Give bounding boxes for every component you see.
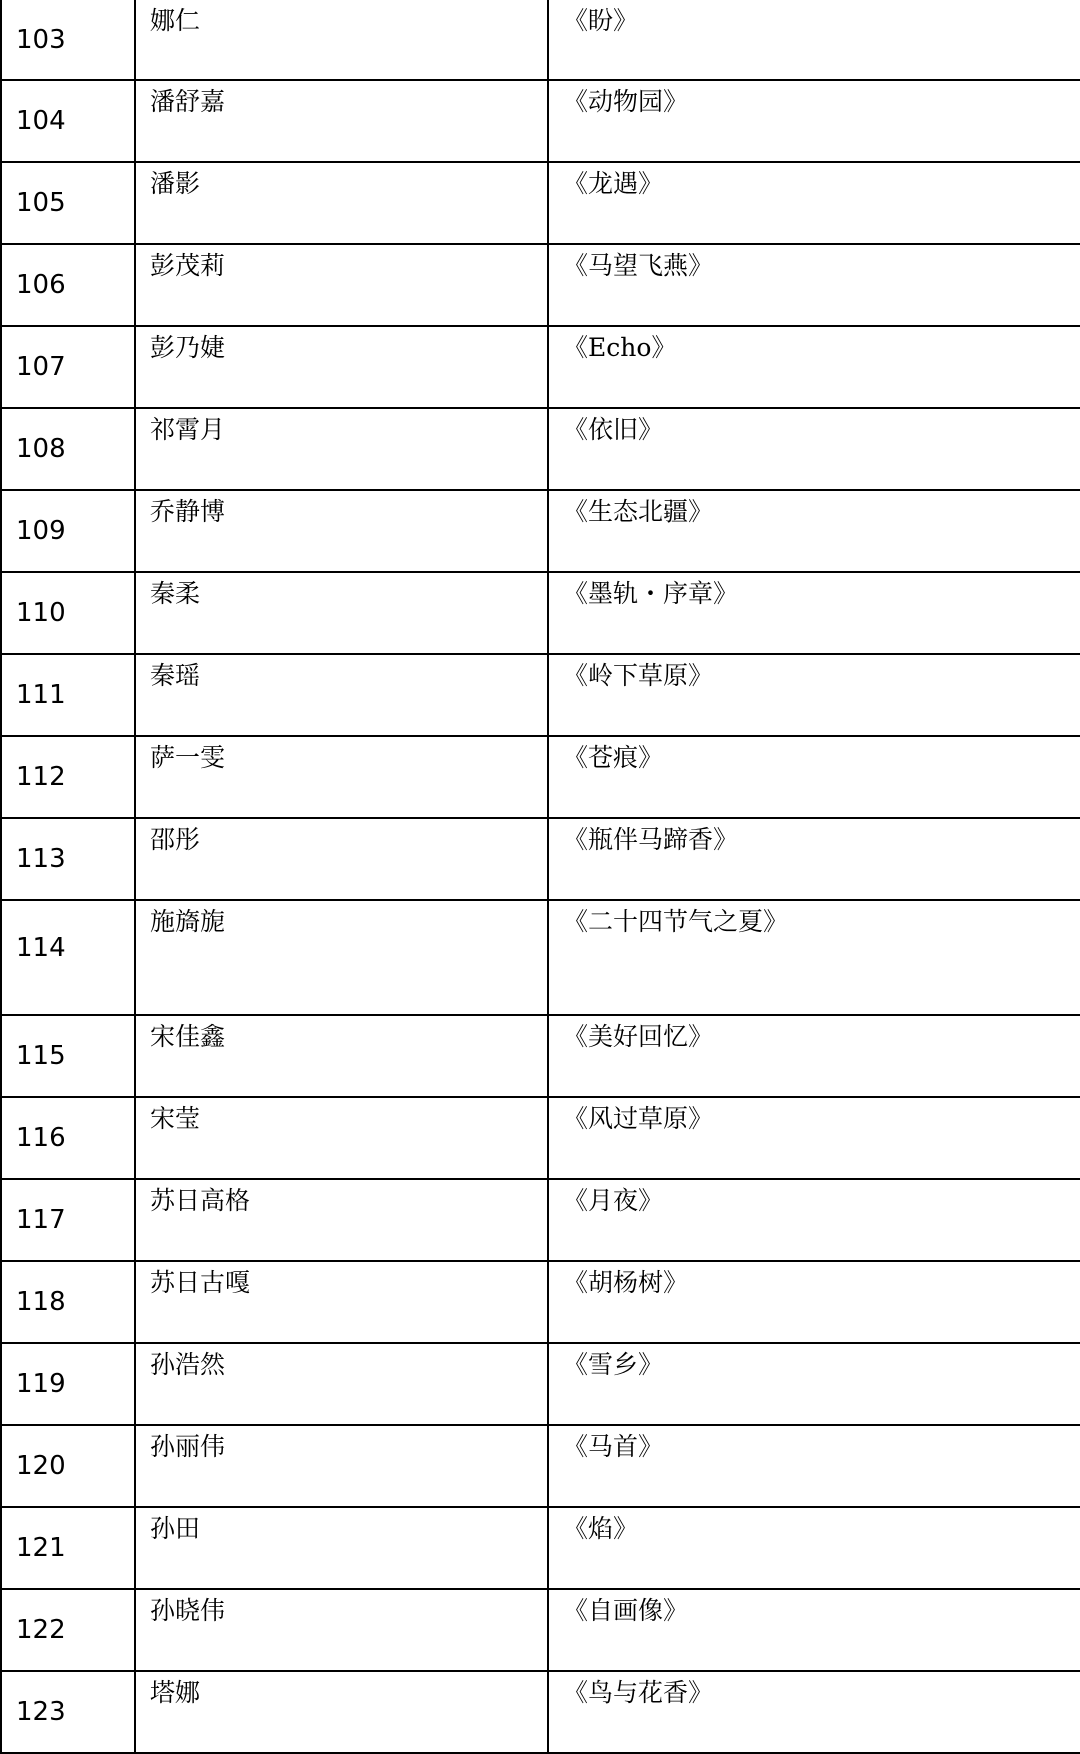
row-number: 107 [1,326,135,408]
artist-name: 潘影 [135,162,548,244]
artist-name: 秦瑶 [135,654,548,736]
table-row [1,0,1080,80]
row-number: 105 [1,162,135,244]
work-title: 《美好回忆》 [548,1015,1080,1097]
work-title: 《岭下草原》 [548,654,1080,736]
row-number: 114 [1,900,135,1015]
artist-name: 彭茂莉 [135,244,548,326]
artist-name: 秦柔 [135,572,548,654]
table-row [1,1589,1080,1671]
table-row [1,900,1080,1015]
table-row [1,162,1080,244]
work-title: 《Echo》 [548,326,1080,408]
table-row [1,572,1080,654]
artist-name: 苏日高格 [135,1179,548,1261]
row-number: 111 [1,654,135,736]
row-number: 113 [1,818,135,900]
row-number: 103 [1,0,135,80]
row-number: 117 [1,1179,135,1261]
work-title: 《月夜》 [548,1179,1080,1261]
artist-name: 塔娜 [135,1671,548,1753]
work-title: 《马首》 [548,1425,1080,1507]
table-row [1,1671,1080,1753]
artist-name: 苏日古嘎 [135,1261,548,1343]
artist-name: 孙田 [135,1507,548,1589]
row-number: 108 [1,408,135,490]
artist-name: 邵彤 [135,818,548,900]
work-title: 《盼》 [548,0,1080,80]
artist-name: 萨一雯 [135,736,548,818]
row-number: 110 [1,572,135,654]
row-number: 104 [1,80,135,162]
work-title: 《墨轨・序章》 [548,572,1080,654]
row-number: 122 [1,1589,135,1671]
work-title: 《二十四节气之夏》 [548,900,1080,1015]
artist-name: 彭乃婕 [135,326,548,408]
work-title: 《雪乡》 [548,1343,1080,1425]
table-row [1,80,1080,162]
work-title: 《胡杨树》 [548,1261,1080,1343]
row-number: 116 [1,1097,135,1179]
work-title: 《风过草原》 [548,1097,1080,1179]
artist-name: 乔静博 [135,490,548,572]
work-title: 《焰》 [548,1507,1080,1589]
table-row [1,326,1080,408]
table-row [1,1097,1080,1179]
row-number: 109 [1,490,135,572]
row-number: 106 [1,244,135,326]
row-number: 121 [1,1507,135,1589]
table-row [1,818,1080,900]
row-number: 118 [1,1261,135,1343]
work-title: 《苍痕》 [548,736,1080,818]
work-title: 《瓶伴马蹄香》 [548,818,1080,900]
artist-name: 孙丽伟 [135,1425,548,1507]
work-title: 《鸟与花香》 [548,1671,1080,1753]
artist-name: 祁霄月 [135,408,548,490]
table-row [1,736,1080,818]
table-row [1,244,1080,326]
table-row [1,1179,1080,1261]
work-title: 《马望飞燕》 [548,244,1080,326]
work-title: 《龙遇》 [548,162,1080,244]
row-number: 112 [1,736,135,818]
artist-name: 孙浩然 [135,1343,548,1425]
artist-name: 孙晓伟 [135,1589,548,1671]
table-row [1,1261,1080,1343]
artist-name: 娜仁 [135,0,548,80]
work-title: 《自画像》 [548,1589,1080,1671]
table-row [1,490,1080,572]
work-title: 《依旧》 [548,408,1080,490]
table-row [1,408,1080,490]
table-row [1,1015,1080,1097]
table-row [1,1507,1080,1589]
work-title: 《生态北疆》 [548,490,1080,572]
artist-name: 宋莹 [135,1097,548,1179]
row-number: 119 [1,1343,135,1425]
artist-name: 宋佳鑫 [135,1015,548,1097]
artist-name: 潘舒嘉 [135,80,548,162]
row-number: 120 [1,1425,135,1507]
row-number: 115 [1,1015,135,1097]
table-row [1,1425,1080,1507]
work-title: 《动物园》 [548,80,1080,162]
artist-name: 施旖旎 [135,900,548,1015]
row-number: 123 [1,1671,135,1753]
table-row [1,1343,1080,1425]
table-row [1,654,1080,736]
